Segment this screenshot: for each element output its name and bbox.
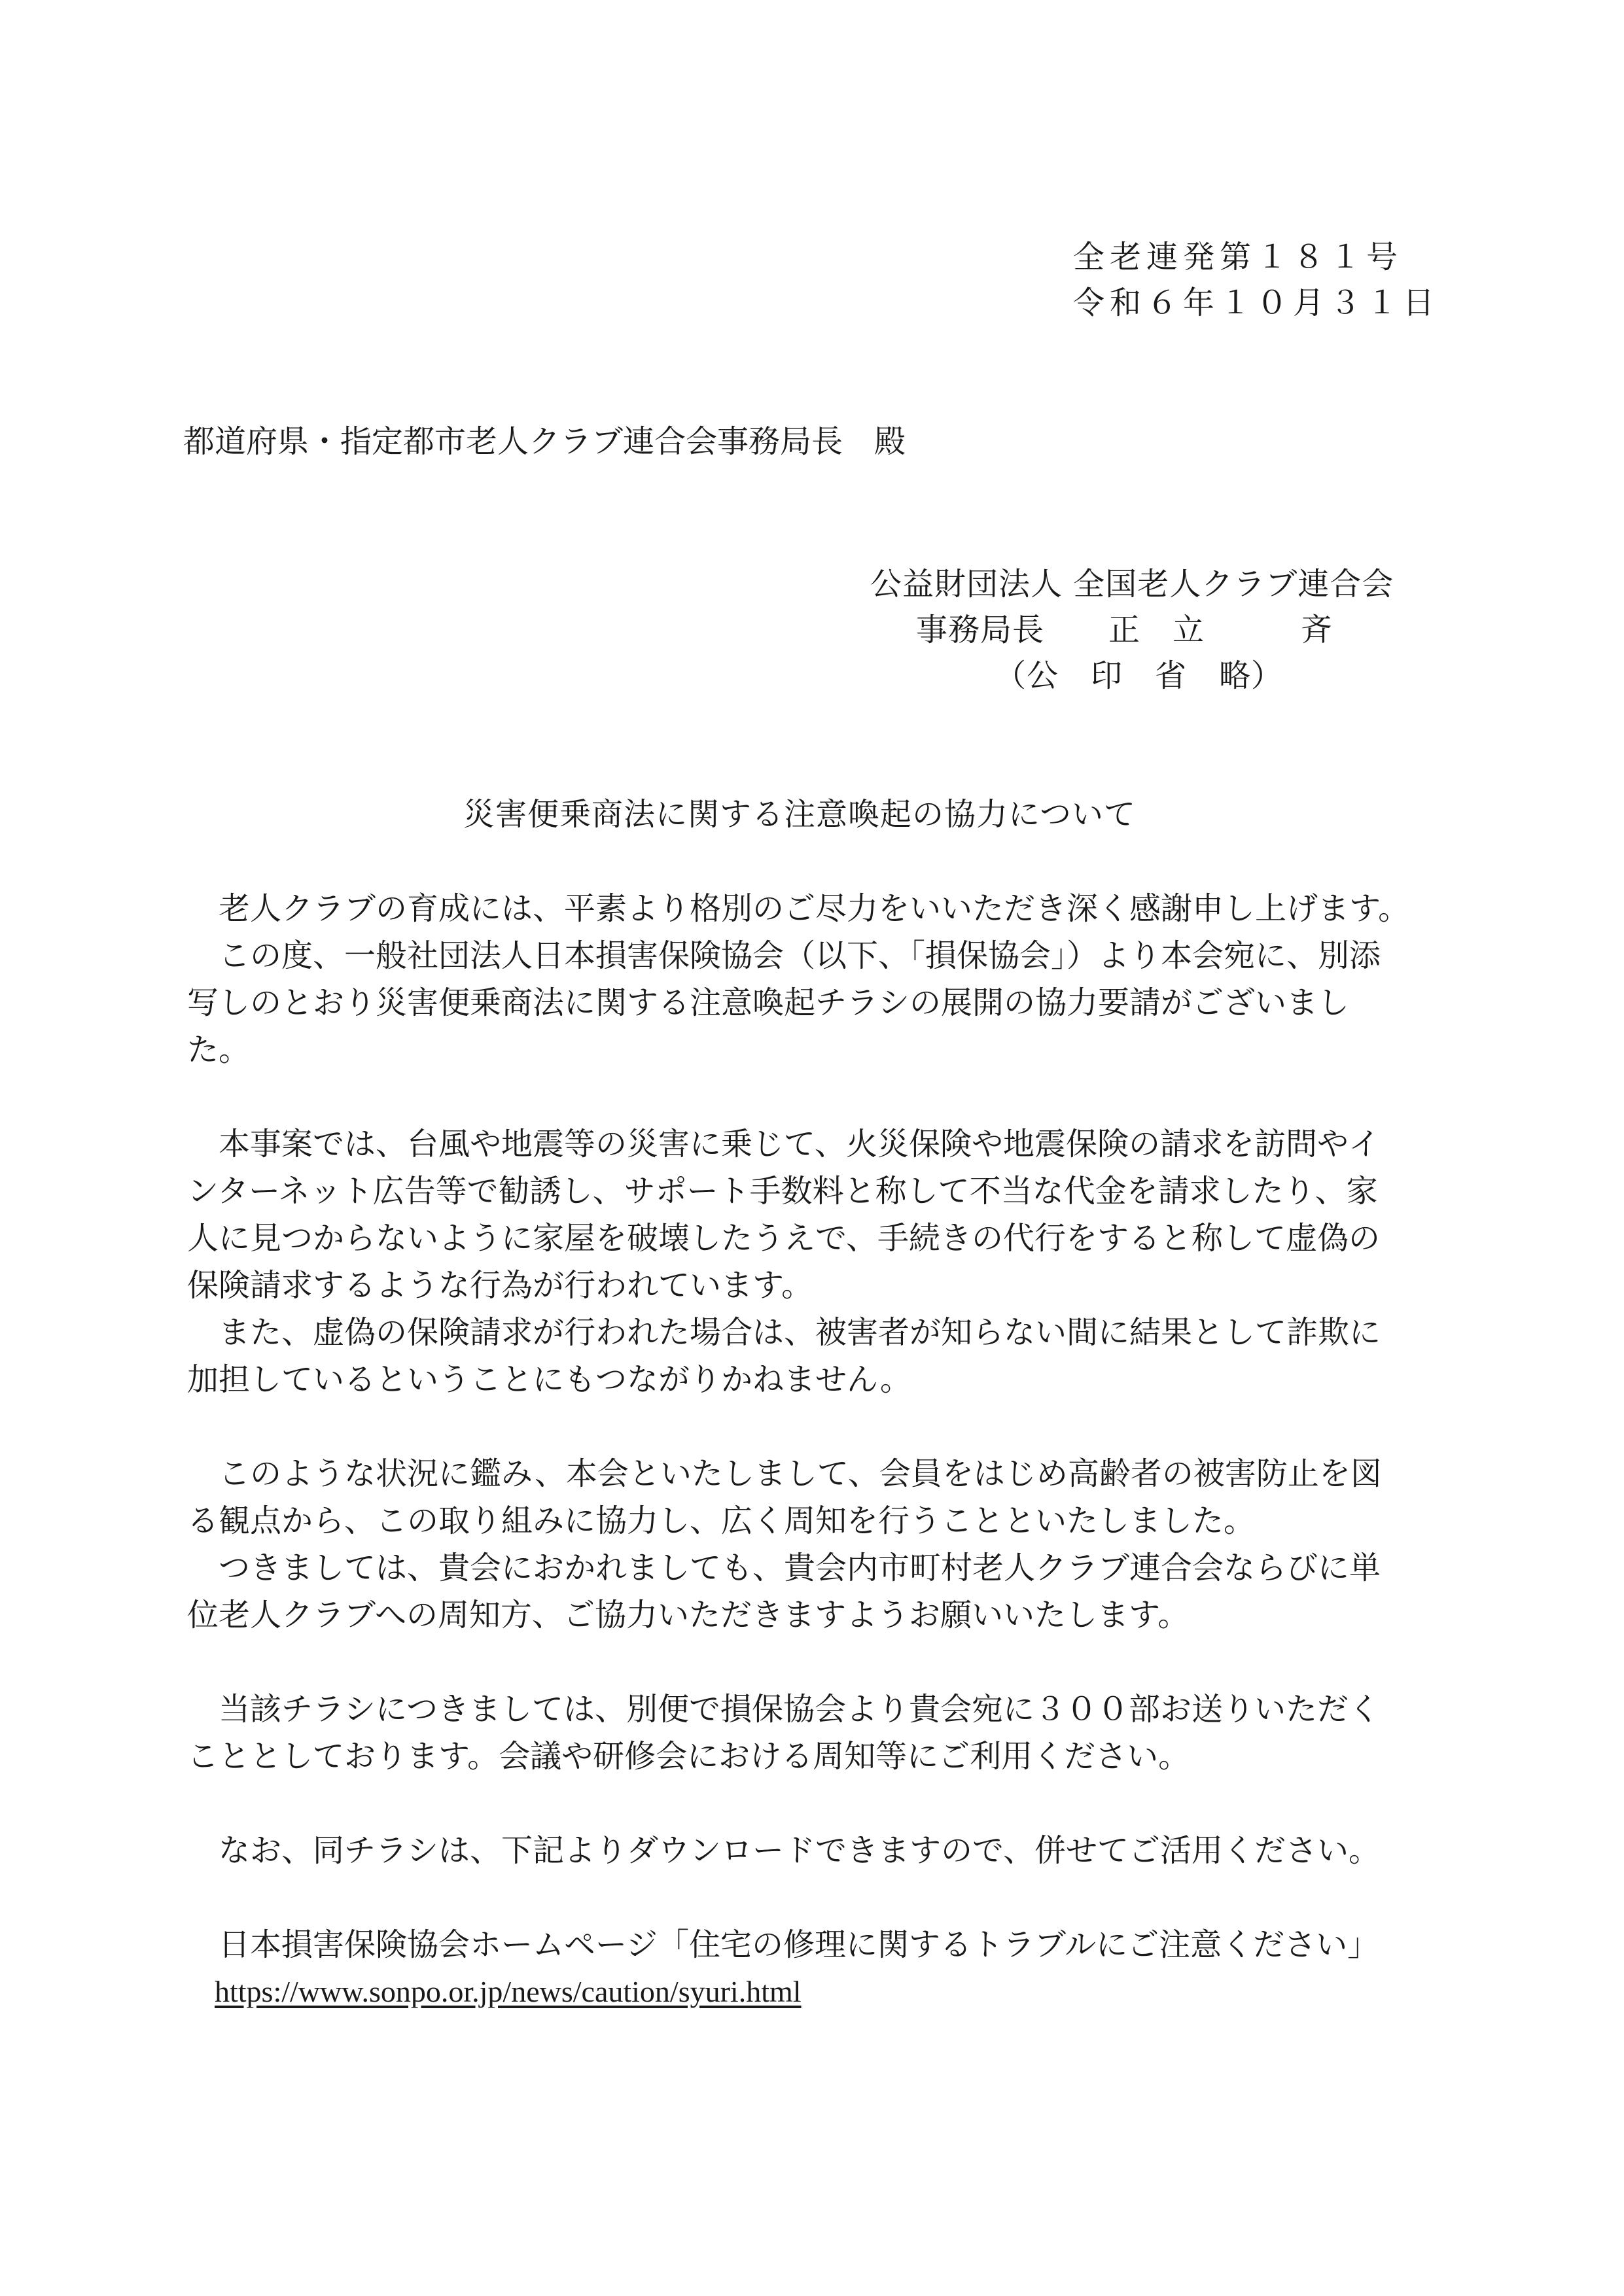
body-line: この度、一般社団法人日本損害保険協会（以下、「損保協会」）より本会宛に、別添	[187, 937, 1381, 974]
download-link[interactable]: https://www.sonpo.or.jp/news/caution/syuri.html	[215, 1975, 802, 2008]
body-line: 老人クラブの育成には、平素より格別のご尽力をいいただき深く感謝申し上げます。	[187, 890, 1410, 927]
body-line: 人に見つからないように家屋を破壊したうえで、手続きの代行をすると称して虚偽の	[187, 1220, 1381, 1257]
document-number: 全老連発第１８１号	[1073, 239, 1403, 275]
body-line: た。	[187, 1032, 251, 1068]
body-line: 当該チラシにつきましては、別便で損保協会より貴会宛に３００部お送りいただく	[187, 1691, 1381, 1728]
body-line: る観点から、この取り組みに協力し、広く周知を行うことといたしました。	[187, 1503, 1256, 1539]
document-date: 令和６年１０月３１日	[1073, 285, 1440, 321]
sender-name: 事務局長 正 立 斉	[916, 612, 1333, 648]
body-line: ンターネット広告等で勧誘し、サポート手数料と称して不当な代金を請求したり、家	[187, 1173, 1378, 1209]
addressee: 都道府県・指定都市老人クラブ連合会事務局長 殿	[183, 423, 906, 460]
body-line: つきましては、貴会におかれましても、貴会内市町村老人クラブ連合会ならびに単	[187, 1550, 1381, 1586]
seal-omitted-note: （公 印 省 略）	[995, 657, 1284, 694]
body-line: 本事案では、台風や地震等の災害に乗じて、火災保険や地震保険の請求を訪問やイ	[187, 1126, 1381, 1162]
document-title: 災害便乗商法に関する注意喚起の協力について	[463, 796, 1137, 833]
sender-organization: 公益財団法人 全国老人クラブ連合会	[870, 566, 1394, 602]
body-line: なお、同チラシは、下記よりダウンロードできますので、併せてご活用ください。	[187, 1832, 1381, 1869]
body-line: このような状況に鑑み、本会といたしまして、会員をはじめ高齢者の被害防止を図	[187, 1455, 1382, 1492]
body-line: 位老人クラブへの周知方、ご協力いただきますようお願いいたします。	[187, 1597, 1190, 1633]
body-line: 保険請求するような行為が行われています。	[187, 1267, 813, 1304]
body-line: こととしております。会議や研修会における周知等にご利用ください。	[187, 1738, 1190, 1775]
homepage-reference: 日本損害保険協会ホームページ「住宅の修理に関するトラブルにご注意ください」	[187, 1926, 1379, 1963]
body-line: 写しのとおり災害便乗商法に関する注意喚起チラシの展開の協力要請がございまし	[187, 984, 1350, 1021]
body-line: 加担しているということにもつながりかねません。	[187, 1361, 911, 1398]
body-line: また、虚偽の保険請求が行われた場合は、被害者が知らない間に結果として詐欺に	[187, 1314, 1381, 1351]
